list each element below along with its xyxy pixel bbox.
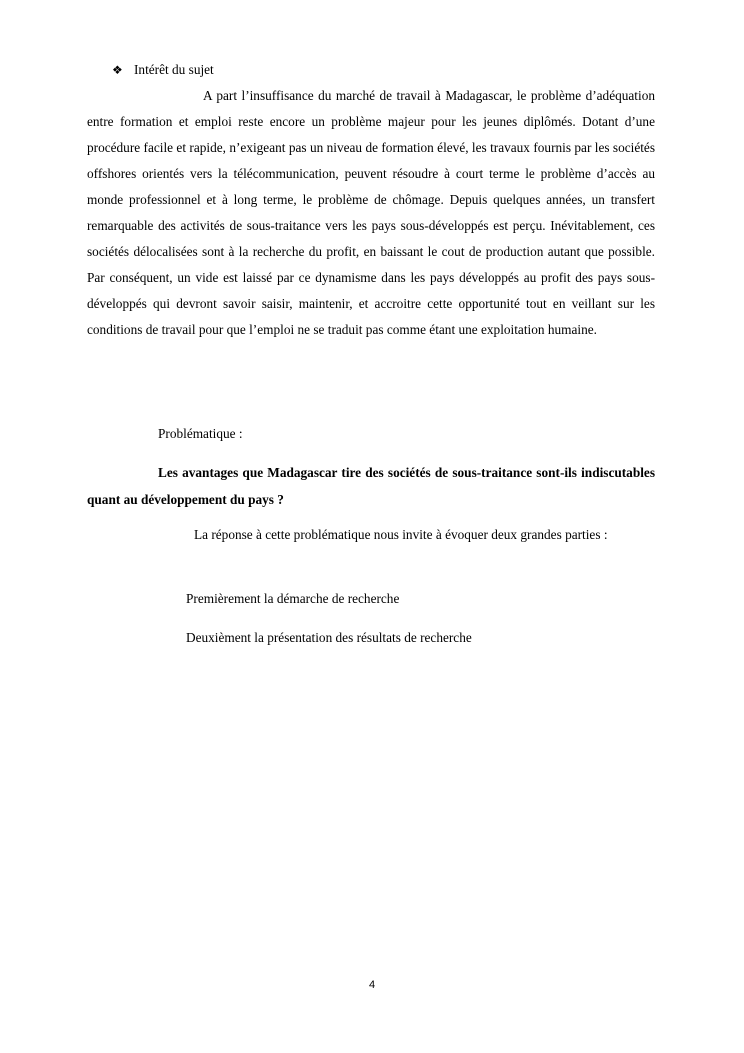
part-item: Deuxièment la présentation des résultats de recherche [186, 630, 472, 645]
reponse-paragraph [87, 522, 655, 548]
problematique-label: Problématique : [158, 426, 243, 441]
reponse-paragraph-text: La réponse à cette problématique nous invite à évoquer deux grandes parties : [194, 527, 608, 542]
intro-paragraph [87, 83, 655, 343]
part-item: Premièrement la démarche de recherche [186, 591, 400, 606]
section-heading [112, 57, 214, 83]
page-number: 4 [368, 979, 376, 991]
problematique-question-text: Les avantages que Madagascar tire des sociétés de sous-traitance sont-ils indiscutables quant au développement du pays ? [87, 465, 655, 507]
problematique-question [87, 459, 655, 513]
section-heading-text: Intérêt du sujet [134, 62, 214, 77]
intro-paragraph-text: A part l’insuffisance du marché de travail à Madagascar, le problème d’adéquation entre formation et emploi reste encore un problème majeur pour les jeunes diplômés. Dotant d’une procédure facile et rapide, n’exigeant pas un niveau de formation élevé, les travaux fournis par les sociétés offshores orientés vers la télécommunication, peuvent résoudre à court terme le problème d’accès au monde professionnel et à long terme, le problème de chômage. Depuis quelques années, un transfert remarquable des activités de sous-traitance vers les pays sous-développés est perçu. Inévitablement, ces sociétés délocalisées sont à la recherche du profit, en baissant le cout de production autant que possible. Par conséquent, un vide est laissé par ce dynamisme dans les pays développés au profit des pays sous-développés qui devront savoir saisir, maintenir, et accroitre cette opportunité tout en veillant sur les conditions de travail pour que l’emploi ne se traduit pas comme étant une exploitation humaine. [87, 88, 655, 337]
diamond-bullet-icon: ❖ [112, 63, 123, 77]
